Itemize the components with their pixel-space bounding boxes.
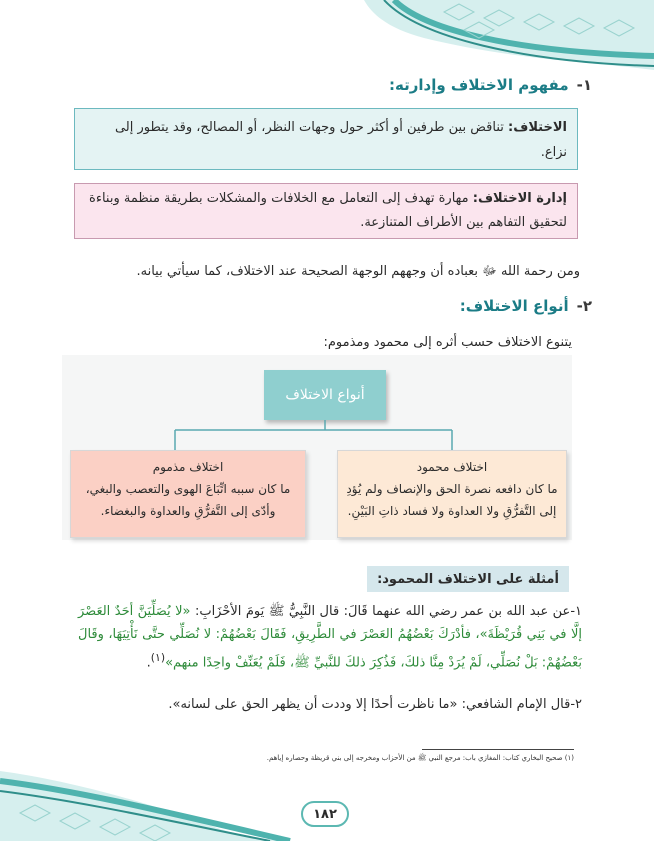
praised-title: اختلاف محمود <box>416 460 488 474</box>
diagram-connector <box>170 420 490 452</box>
header-decoration <box>364 0 654 70</box>
definition-box <box>74 108 578 170</box>
section2-number: ٢- <box>576 297 592 315</box>
blamed-title: اختلاف مذموم <box>152 460 224 474</box>
definition-text: تناقض بين طرفين أو أكثر حول وجهات النظر، أو المصالح، وقد يتطور إلى نزاع. <box>114 120 567 160</box>
footnote-divider <box>422 749 574 750</box>
example-1-quote: «لا يُصَلِّيَنَّ أحَدٌ العَصْرَ إلَّا في بَنِي قُرَيْظَةَ»، فأدْرَكَ بَعْضُهُمُ العَصْرَ في الطَّرِيقِ، فَقَالَ بَعْضُهُمْ: لا نُصَلِّي حتَّى نَأْتِيَهَا، وقَالَ بَعْضُهُمْ: بَلْ نُصَلِّي، لَمْ يُرَدْ مِنَّا ذلكَ، فَذُكِرَ ذلكَ للنَّبيِّ ﷺ، فَلَمْ يُعَنِّفْ واحِدًا منهم» <box>78 604 582 671</box>
footer-decoration <box>0 751 300 841</box>
blamed-line1: ما كان سببه اتِّبَاعَ الهوى والتعصب والبغي، <box>85 482 291 496</box>
praised-line2: إلى التَّفرُّقِ ولا العداوة ولا فساد ذاتِ البَيْنِ. <box>347 504 557 518</box>
management-term: إدارة الاختلاف: <box>472 191 567 206</box>
example-1-prefix: ١-عن عبد الله بن عمر رضي الله عنهما قَالَ: قال النَّبِيُّ ﷺ يَومَ الأحْزَابِ: <box>190 604 582 619</box>
praised-difference-box <box>337 450 567 538</box>
footnote-ref[interactable]: (١) <box>150 651 166 664</box>
praised-line1: ما كان دافعه نصرة الحق والإنصاف ولم يُؤدِ <box>346 482 558 496</box>
example-1-end: . <box>146 655 151 671</box>
management-text: مهارة تهدف إلى التعامل مع الخلافات والمشكلات بطريقة منظمة وبناءة لتحقيق التفاهم بين الأطراف المتنازعة. <box>89 191 567 230</box>
section2-heading <box>460 297 592 315</box>
section2-title: أنواع الاختلاف: <box>459 297 569 315</box>
examples-header: أمثلة على الاختلاف المحمود: <box>367 566 569 592</box>
section2-intro: يتنوع الاختلاف حسب أثره إلى محمود ومذموم: <box>323 335 572 350</box>
mercy-paragraph: ومن رحمة الله ﷻ بعباده أن وجههم الوجهة الصحيحة عند الاختلاف، كما سيأتي بيانه. <box>136 264 580 279</box>
diagram-title: أنواع الاختلاف <box>264 370 386 420</box>
section1-number: ١- <box>576 76 592 94</box>
blamed-difference-box <box>70 450 306 538</box>
management-box <box>74 183 578 239</box>
section1-title: مفهوم الاختلاف وإدارته: <box>389 76 569 94</box>
example-1 <box>78 600 582 674</box>
example-2: ٢-قال الإمام الشافعي: «ما ناظرت أحدًا إلا وددت أن يظهر الحق على لسانه». <box>168 697 582 712</box>
section1-heading <box>389 76 592 94</box>
footnote: (١) صحيح البخاري كتاب: المغازي باب: مرجع النبي ﷺ من الأحزاب ومخرجه إلى بني قريظة وحصاره إياهم. <box>266 754 574 762</box>
blamed-line2: وأدّى إلى التَّفرُّقِ والعداوة والبغضاء. <box>100 504 276 518</box>
page-number: ١٨٢ <box>301 801 349 827</box>
definition-term: الاختلاف: <box>508 120 567 135</box>
